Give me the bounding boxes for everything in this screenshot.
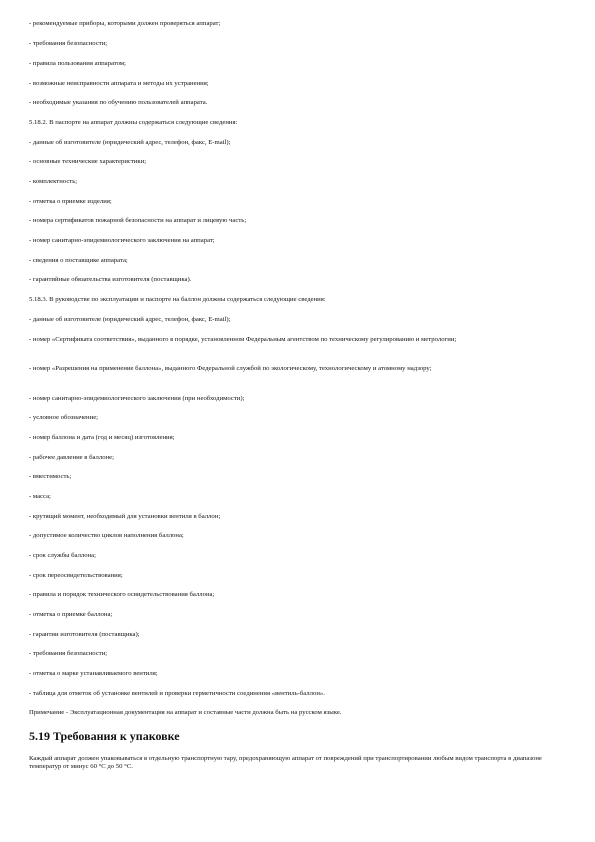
text-line: - крутящий момент, необходимый для установки вентиля в баллон;: [29, 513, 221, 520]
text-line: - данные об изготовителе (юридический адрес, телефон, факс, E-mail);: [29, 316, 231, 323]
text-line: - допустимое количество циклов наполнения баллона;: [29, 532, 184, 539]
text-line: - номер «Сертификата соответствия», выданного в порядке, установленном Федеральным агентством по техническому регулированию и метрологии;: [29, 336, 457, 343]
text-line: - данные об изготовителе (юридический адрес, телефон, факс, E-mail);: [29, 139, 231, 146]
note-text: Примечание - Эксплуатационная документация на аппарат и составные части должна быть на русском языке.: [29, 709, 342, 716]
text-line: - вместимость;: [29, 473, 72, 480]
text-line: - номер «Разрешения на применение баллона», выданного Федеральной службой по экологическому, технологическому и атомному надзору;: [29, 365, 432, 372]
text-line: - гарантии изготовителя (поставщика);: [29, 631, 140, 638]
text-line: - номер баллона и дата (год и месяц) изготовления;: [29, 434, 175, 441]
text-line: - отметка о марке устанавливаемого вентиля;: [29, 670, 158, 677]
text-line: - комплектность;: [29, 178, 78, 185]
text-line: - возможные неисправности аппарата и методы их устранения;: [29, 80, 209, 87]
text-line: - гарантийные обязательства изготовителя (поставщика).: [29, 276, 192, 283]
text-line: - срок переосвидетельствования;: [29, 572, 123, 579]
text-line: - номер санитарно-эпидемиологического заключения на аппарат;: [29, 237, 215, 244]
text-line: - отметка о приемке изделия;: [29, 198, 112, 205]
text-line: - рекомендуемые приборы, которыми должен проверяться аппарат;: [29, 20, 221, 27]
text-line: 5.18.2. В паспорте на аппарат должны содержаться следующие сведения:: [29, 119, 238, 126]
section-paragraph: Каждый аппарат должен упаковываться в отдельную транспортную тару, предохраняющую аппарат от повреждений при транспортировании любым видом транспорта в диапазоне температур от минус 60 °С до 50 °С.: [29, 755, 542, 771]
text-line: - основные технические характеристики;: [29, 158, 147, 165]
text-line: - требования безопасности;: [29, 40, 108, 47]
text-line: - рабочее давление в баллоне;: [29, 454, 114, 461]
text-line: - требования безопасности;: [29, 650, 108, 657]
text-line: - масса;: [29, 493, 51, 500]
text-line: - номера сертификатов пожарной безопасности на аппарат и лицевую часть;: [29, 217, 247, 224]
text-line: - отметка о приемке баллона;: [29, 611, 113, 618]
text-line: - срок службы баллона;: [29, 552, 96, 559]
text-line: - необходимые указания по обучению пользователей аппарата.: [29, 99, 208, 106]
text-line: - таблица для отметок об установке вентилей и проверки герметичности соединения «вентиль-баллон».: [29, 690, 325, 697]
section-heading: 5.19 Требования к упаковке: [29, 729, 180, 743]
text-line: - номер санитарно-эпидемиологического заключения (при необходимости);: [29, 395, 245, 402]
text-line: - сведения о поставщике аппарата;: [29, 257, 128, 264]
text-line: - условное обозначение;: [29, 414, 99, 421]
text-line: 5.18.3. В руководстве по эксплуатации и паспорте на баллон должны содержаться следующие сведения:: [29, 296, 326, 303]
text-line: - правила пользования аппаратом;: [29, 60, 126, 67]
text-line: - правила и порядок технического освидетельствования баллона;: [29, 591, 215, 598]
